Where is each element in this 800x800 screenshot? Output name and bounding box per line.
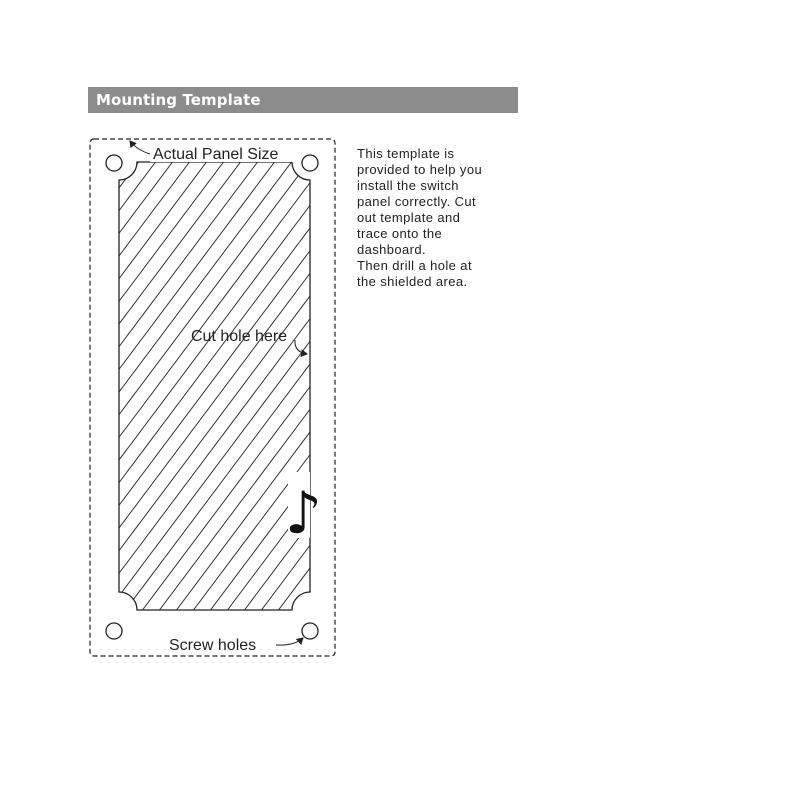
hatch-line xyxy=(0,160,174,612)
cutout-outline xyxy=(119,162,310,610)
section-title: Mounting Template xyxy=(96,91,261,109)
hatch-line xyxy=(0,160,157,612)
hatch-line xyxy=(0,160,38,612)
hatched-cutout-area xyxy=(0,160,650,612)
instructions-line: out template and xyxy=(357,210,461,225)
hatch-line xyxy=(0,160,310,612)
hatch-line xyxy=(0,160,293,612)
hatch-line xyxy=(0,160,123,612)
hatch-line xyxy=(0,160,72,612)
screw-holes-arrow xyxy=(276,638,303,645)
screw-hole-bottom-left xyxy=(106,623,122,639)
hatch-line xyxy=(311,160,650,612)
instructions-line: panel correctly. Cut xyxy=(357,194,477,209)
hatch-line xyxy=(277,160,616,612)
hatch-line xyxy=(0,160,55,612)
instructions-line: Then drill a hole at xyxy=(357,258,472,273)
actual-panel-arrow xyxy=(130,141,150,154)
hatch-line xyxy=(0,160,242,612)
instructions-line: dashboard. xyxy=(357,242,427,257)
hatch-line xyxy=(0,160,327,612)
screw-hole-bottom-right xyxy=(302,623,318,639)
hatch-line xyxy=(0,160,208,612)
screw-hole-top-left xyxy=(106,155,122,171)
hatch-line xyxy=(0,160,259,612)
instructions-line: This template is xyxy=(357,146,455,161)
instructions-line: trace onto the xyxy=(357,226,443,241)
screw-hole-top-right xyxy=(302,155,318,171)
music-note-icon: ♪ xyxy=(285,479,323,547)
cut-hole-label: Cut hole here xyxy=(191,328,288,345)
hatch-line xyxy=(0,160,21,612)
instructions-line: install the switch xyxy=(357,178,459,193)
instructions-line: provided to help you xyxy=(357,162,483,177)
actual-panel-label: Actual Panel Size xyxy=(153,146,279,163)
hatch-line xyxy=(0,160,276,612)
hatch-line xyxy=(0,160,89,612)
actual-panel-outline xyxy=(90,139,335,656)
instructions-line: the shielded area. xyxy=(357,274,468,289)
hatch-line xyxy=(294,160,633,612)
hatch-line xyxy=(0,160,4,612)
screw-holes-label: Screw holes xyxy=(169,637,257,654)
hatch-line xyxy=(0,160,191,612)
